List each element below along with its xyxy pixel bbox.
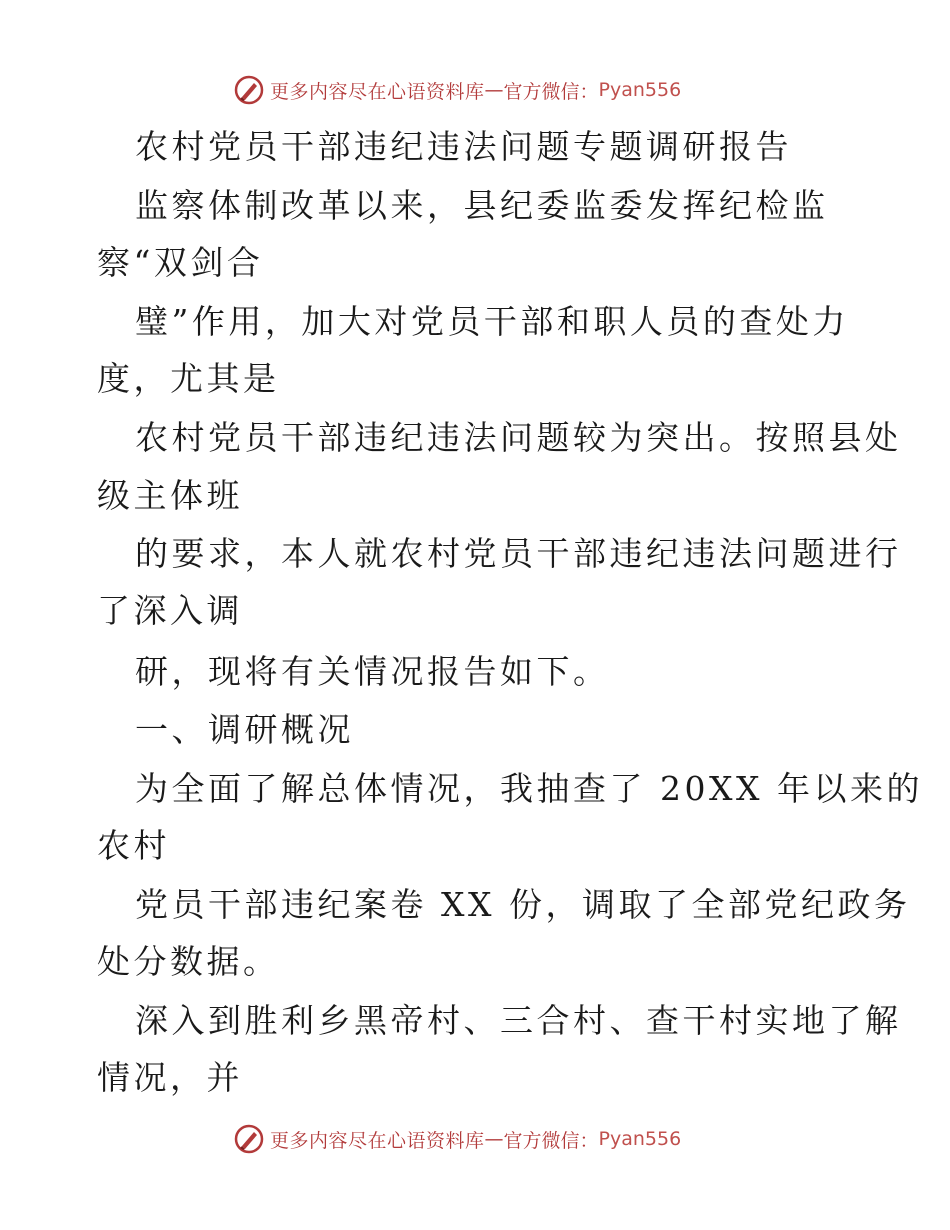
paragraph-line: 察“双剑合 <box>97 243 264 282</box>
paragraph-line: 农村党员干部违纪违法问题较为突出。按照县处 <box>135 418 902 457</box>
section-heading: 一、调研概况 <box>135 710 354 749</box>
watermark-account-id: Pyan556 <box>598 79 682 101</box>
watermark-account-id: Pyan556 <box>598 1128 682 1150</box>
paragraph-line: 度，尤其是 <box>97 359 280 398</box>
paragraph-line: 为全面了解总体情况，我抽查了 20XX 年以来的 <box>135 769 923 808</box>
header-watermark <box>234 73 714 107</box>
paragraph-line: 农村 <box>97 826 170 865</box>
watermark-label: 更多内容尽在心语资料库 <box>270 1129 485 1152</box>
paragraph-line: 研，现将有关情况报告如下。 <box>135 652 610 691</box>
paragraph-line: 璧”作用，加大对党员干部和职人员的查处力 <box>135 302 849 341</box>
paragraph-line: 党员干部违纪案卷 XX 份，调取了全部党纪政务 <box>135 885 911 924</box>
paragraph-line: 了深入调 <box>97 591 243 630</box>
paragraph-line: 级主体班 <box>97 476 243 515</box>
paragraph-line: 监察体制改革以来，县纪委监委发挥纪检监 <box>135 186 829 225</box>
watermark-separator: — <box>484 79 504 101</box>
watermark-account-label: 官方微信： <box>503 80 599 103</box>
footer-watermark <box>234 1122 714 1156</box>
watermark-separator: — <box>484 1128 504 1150</box>
paragraph-line: 处分数据。 <box>97 942 280 981</box>
paragraph-line: 的要求，本人就农村党员干部违纪违法问题进行 <box>135 534 902 573</box>
paragraph-line: 情况，并 <box>97 1058 243 1097</box>
pen-logo-icon <box>234 75 264 105</box>
watermark-account-label: 官方微信： <box>503 1129 599 1152</box>
paragraph-line: 深入到胜利乡黑帝村、三合村、查干村实地了解 <box>135 1001 902 1040</box>
document-title: 农村党员干部违纪违法问题专题调研报告 <box>135 127 792 166</box>
pen-logo-icon <box>234 1124 264 1154</box>
watermark-label: 更多内容尽在心语资料库 <box>270 80 485 103</box>
